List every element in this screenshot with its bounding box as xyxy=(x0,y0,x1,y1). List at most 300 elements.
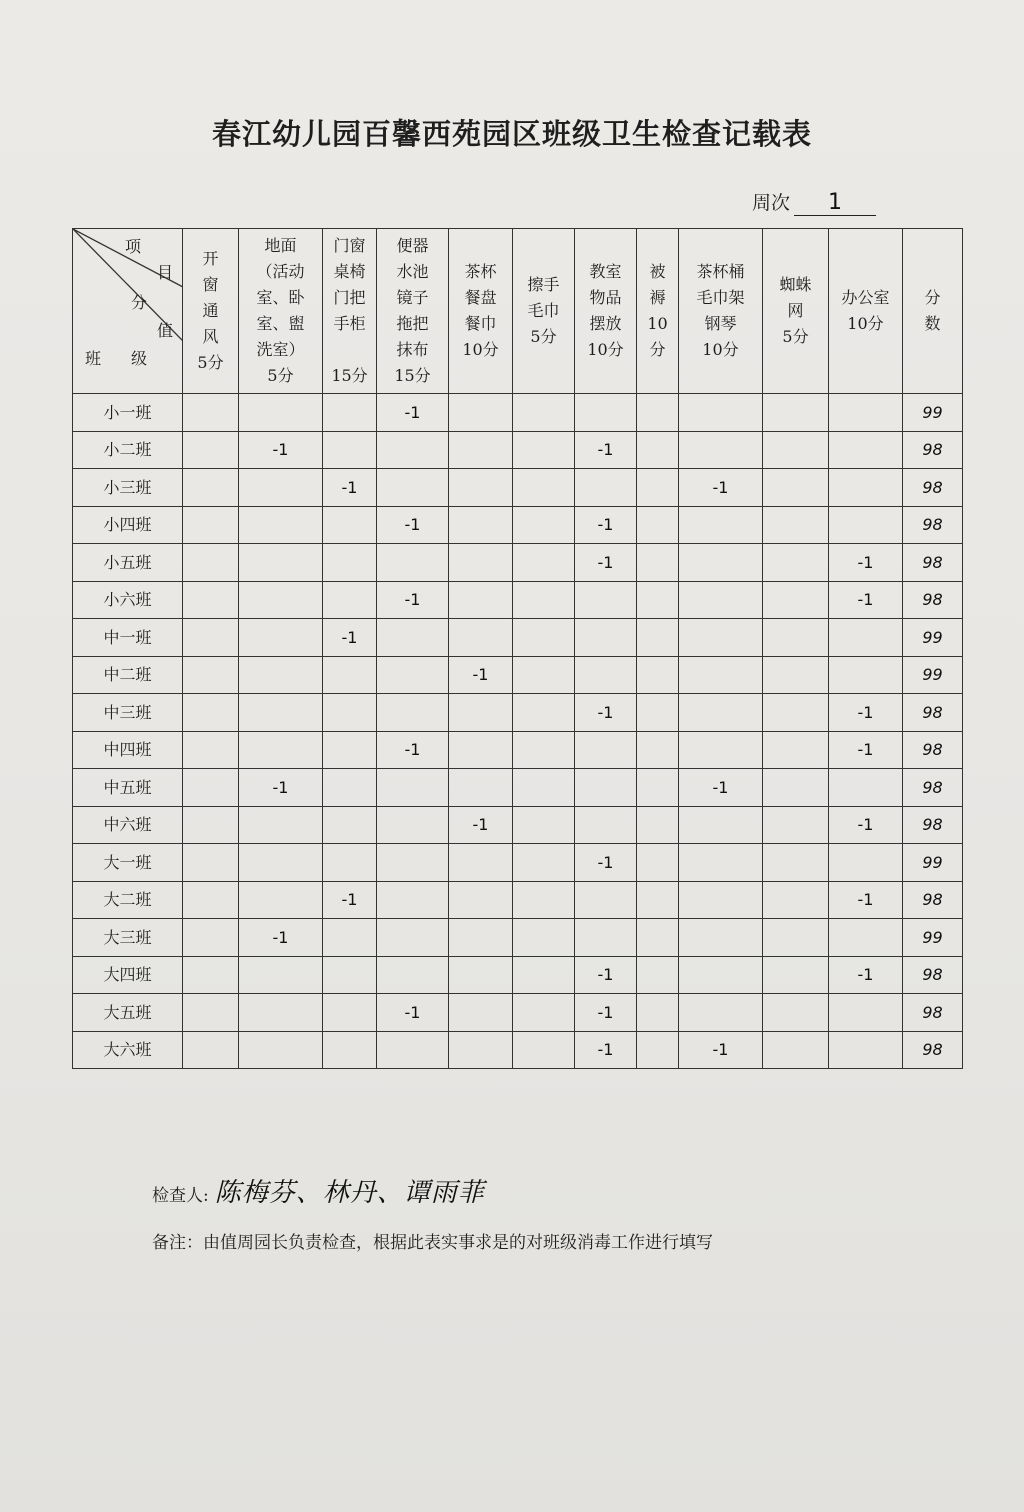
deduction-cell: -1 xyxy=(377,506,449,544)
deduction-cell xyxy=(637,844,679,882)
column-header-line: 拖把 xyxy=(396,314,429,333)
header-corner-cell xyxy=(73,229,183,394)
deduction-cell xyxy=(377,881,449,919)
deduction-cell xyxy=(829,394,903,432)
deduction-cell xyxy=(679,656,763,694)
deduction-cell: -1 xyxy=(377,994,449,1032)
score-cell: 98 xyxy=(903,1031,963,1069)
class-name-cell: 小三班 xyxy=(73,469,183,507)
deduction-cell xyxy=(513,581,575,619)
deduction-cell xyxy=(449,506,513,544)
deduction-cell xyxy=(637,544,679,582)
deduction-cell xyxy=(323,806,377,844)
column-header-line: 10分 xyxy=(702,340,739,359)
deduction-cell xyxy=(323,731,377,769)
column-header-text xyxy=(924,285,940,337)
deduction-cell xyxy=(575,769,637,807)
class-name-cell: 小六班 xyxy=(73,581,183,619)
corner-item-char2: 目 xyxy=(157,263,174,282)
deduction-cell: -1 xyxy=(239,431,323,469)
deduction-cell xyxy=(449,581,513,619)
deduction-cell xyxy=(575,656,637,694)
score-cell: 99 xyxy=(903,844,963,882)
class-name-cell: 中五班 xyxy=(73,769,183,807)
deduction-cell xyxy=(575,394,637,432)
deduction-cell xyxy=(377,469,449,507)
deduction-cell xyxy=(679,581,763,619)
deduction-cell: -1 xyxy=(829,581,903,619)
deduction-cell xyxy=(183,431,239,469)
deduction-cell: -1 xyxy=(575,544,637,582)
deduction-cell xyxy=(183,731,239,769)
score-cell: 98 xyxy=(903,994,963,1032)
deduction-cell xyxy=(239,469,323,507)
deduction-cell xyxy=(637,994,679,1032)
deduction-cell xyxy=(513,506,575,544)
deduction-cell xyxy=(637,469,679,507)
deduction-cell xyxy=(763,881,829,919)
deduction-cell xyxy=(449,431,513,469)
deduction-cell xyxy=(183,694,239,732)
deduction-cell xyxy=(239,506,323,544)
deduction-cell xyxy=(239,956,323,994)
class-name-cell: 中六班 xyxy=(73,806,183,844)
deduction-cell xyxy=(183,394,239,432)
score-cell: 98 xyxy=(903,581,963,619)
column-header-line: 茶杯桶 xyxy=(696,262,745,281)
score-cell: 99 xyxy=(903,656,963,694)
deduction-cell xyxy=(183,994,239,1032)
inspectors-signatures: 陈梅芬、林丹、谭雨菲 xyxy=(214,1178,485,1208)
deduction-cell: -1 xyxy=(323,469,377,507)
column-header-line: 地面 xyxy=(264,236,297,255)
deduction-cell xyxy=(575,919,637,957)
deduction-cell xyxy=(763,581,829,619)
deduction-cell xyxy=(183,581,239,619)
deduction-cell xyxy=(513,656,575,694)
deduction-cell xyxy=(239,394,323,432)
column-header-line: 教室 xyxy=(589,262,622,281)
column-header-line: 水池 xyxy=(396,262,429,281)
column-header-line: 门把 xyxy=(333,288,366,307)
column-header-line: 蜘蛛 xyxy=(779,275,812,294)
column-header-line: 办公室 xyxy=(841,288,890,307)
deduction-cell xyxy=(183,469,239,507)
deduction-cell: -1 xyxy=(829,694,903,732)
corner-class-char2: 级 xyxy=(131,349,148,368)
deduction-cell xyxy=(323,506,377,544)
column-header-line: 褥 xyxy=(649,288,666,307)
deduction-cell xyxy=(183,806,239,844)
deduction-cell xyxy=(637,431,679,469)
score-cell: 99 xyxy=(903,619,963,657)
corner-score-char1: 分 xyxy=(131,293,148,312)
deduction-cell xyxy=(513,844,575,882)
table-row xyxy=(73,656,963,694)
deduction-cell xyxy=(679,394,763,432)
deduction-cell xyxy=(829,506,903,544)
corner-score-char2: 值 xyxy=(157,321,174,340)
score-cell: 98 xyxy=(903,431,963,469)
deduction-cell xyxy=(763,956,829,994)
deduction-cell: -1 xyxy=(575,844,637,882)
deduction-cell xyxy=(513,431,575,469)
score-cell: 98 xyxy=(903,956,963,994)
deduction-cell xyxy=(239,656,323,694)
week-label: 周次 xyxy=(752,192,791,214)
column-header-text xyxy=(462,259,498,363)
deduction-cell xyxy=(763,844,829,882)
table-header-row xyxy=(73,229,963,394)
deduction-cell xyxy=(637,656,679,694)
deduction-cell xyxy=(575,806,637,844)
column-header-line: 5分 xyxy=(267,366,294,385)
score-cell: 98 xyxy=(903,769,963,807)
deduction-cell xyxy=(323,956,377,994)
score-cell: 98 xyxy=(903,694,963,732)
deduction-cell xyxy=(239,731,323,769)
class-name-cell: 中一班 xyxy=(73,619,183,657)
table-row xyxy=(73,769,963,807)
deduction-cell xyxy=(763,994,829,1032)
deduction-cell: -1 xyxy=(829,544,903,582)
column-header-text xyxy=(779,272,811,350)
deduction-cell xyxy=(513,806,575,844)
deduction-cell xyxy=(513,881,575,919)
deduction-cell xyxy=(323,694,377,732)
column-header-line: 15分 xyxy=(394,366,431,385)
column-header-line: 餐盘 xyxy=(464,288,497,307)
class-name-cell: 大三班 xyxy=(73,919,183,957)
column-header-line: 10分 xyxy=(847,314,884,333)
page-title: 春江幼儿园百馨西苑园区班级卫生检查记载表 xyxy=(211,117,812,151)
deduction-cell xyxy=(829,919,903,957)
deduction-cell: -1 xyxy=(575,994,637,1032)
deduction-cell xyxy=(449,1031,513,1069)
deduction-cell xyxy=(377,1031,449,1069)
column-header-2 xyxy=(239,229,323,394)
column-header-line: 抹布 xyxy=(396,340,429,359)
deduction-cell xyxy=(513,1031,575,1069)
corner-class-char1: 班 xyxy=(85,349,102,368)
deduction-cell xyxy=(449,731,513,769)
column-header-line: 桌椅 xyxy=(333,262,366,281)
column-header-line: 5分 xyxy=(782,327,809,346)
table-row xyxy=(73,844,963,882)
deduction-cell xyxy=(763,619,829,657)
column-header-line: 10分 xyxy=(462,340,499,359)
deduction-cell xyxy=(679,844,763,882)
deduction-cell: -1 xyxy=(829,806,903,844)
deduction-cell xyxy=(637,394,679,432)
column-header-line xyxy=(331,337,367,363)
column-header-line: 手柜 xyxy=(333,314,366,333)
deduction-cell xyxy=(679,919,763,957)
deduction-cell xyxy=(679,619,763,657)
class-name-cell: 小四班 xyxy=(73,506,183,544)
deduction-cell: -1 xyxy=(829,956,903,994)
week-field xyxy=(752,188,876,216)
deduction-cell xyxy=(449,769,513,807)
corner-item-char1: 项 xyxy=(125,237,142,256)
deduction-cell xyxy=(323,769,377,807)
deduction-cell: -1 xyxy=(239,769,323,807)
column-header-line: 洗室） xyxy=(256,340,305,359)
deduction-cell xyxy=(679,694,763,732)
deduction-cell xyxy=(323,994,377,1032)
week-value: 1 xyxy=(794,190,876,216)
column-header-line: 10 xyxy=(647,314,668,333)
deduction-cell xyxy=(183,544,239,582)
deduction-cell xyxy=(183,619,239,657)
score-cell: 98 xyxy=(903,731,963,769)
table-row xyxy=(73,731,963,769)
deduction-cell xyxy=(239,694,323,732)
deduction-cell xyxy=(763,394,829,432)
column-header-3 xyxy=(323,229,377,394)
deduction-cell xyxy=(239,544,323,582)
column-header-line: 15分 xyxy=(331,366,368,385)
deduction-cell: -1 xyxy=(449,806,513,844)
deduction-cell xyxy=(829,469,903,507)
deduction-cell xyxy=(575,469,637,507)
deduction-cell xyxy=(513,694,575,732)
deduction-cell xyxy=(239,994,323,1032)
column-header-6 xyxy=(513,229,575,394)
deduction-cell xyxy=(637,806,679,844)
column-header-line: 窗 xyxy=(202,275,219,294)
column-header-line: 毛巾架 xyxy=(696,288,745,307)
deduction-cell xyxy=(637,506,679,544)
table-row xyxy=(73,619,963,657)
column-header-1 xyxy=(183,229,239,394)
deduction-cell: -1 xyxy=(377,581,449,619)
score-cell: 98 xyxy=(903,806,963,844)
table-row xyxy=(73,394,963,432)
deduction-cell xyxy=(513,731,575,769)
deduction-cell xyxy=(513,994,575,1032)
score-cell: 99 xyxy=(903,919,963,957)
column-header-text xyxy=(587,259,623,363)
deduction-cell: -1 xyxy=(829,881,903,919)
column-header-line: 钢琴 xyxy=(704,314,737,333)
deduction-cell xyxy=(763,656,829,694)
deduction-cell xyxy=(183,769,239,807)
deduction-cell xyxy=(377,806,449,844)
column-header-line: 被 xyxy=(649,262,666,281)
deduction-cell xyxy=(637,581,679,619)
deduction-cell xyxy=(449,694,513,732)
inspectors-label: 检查人: xyxy=(152,1186,209,1206)
deduction-cell xyxy=(513,919,575,957)
deduction-cell xyxy=(763,544,829,582)
deduction-cell xyxy=(449,544,513,582)
deduction-cell xyxy=(183,919,239,957)
deduction-cell: -1 xyxy=(377,731,449,769)
deduction-cell xyxy=(637,769,679,807)
deduction-cell xyxy=(679,731,763,769)
column-header-line: 门窗 xyxy=(333,236,366,255)
deduction-cell: -1 xyxy=(323,619,377,657)
deduction-cell xyxy=(829,994,903,1032)
deduction-cell xyxy=(637,694,679,732)
deduction-cell xyxy=(763,731,829,769)
column-header-line: 室、盥 xyxy=(256,314,305,333)
deduction-cell xyxy=(829,431,903,469)
score-cell: 98 xyxy=(903,506,963,544)
deduction-cell xyxy=(377,544,449,582)
deduction-cell xyxy=(637,619,679,657)
column-header-text xyxy=(527,272,559,350)
deduction-cell xyxy=(239,619,323,657)
deduction-cell xyxy=(449,844,513,882)
score-cell: 98 xyxy=(903,469,963,507)
deduction-cell xyxy=(449,469,513,507)
table-row xyxy=(73,694,963,732)
deduction-cell xyxy=(239,881,323,919)
column-header-8 xyxy=(637,229,679,394)
deduction-cell xyxy=(449,394,513,432)
column-header-text xyxy=(394,233,430,389)
class-name-cell: 大一班 xyxy=(73,844,183,882)
column-header-line: 毛巾 xyxy=(527,301,560,320)
deduction-cell xyxy=(377,844,449,882)
deduction-cell xyxy=(183,844,239,882)
deduction-cell: -1 xyxy=(679,1031,763,1069)
class-name-cell: 大六班 xyxy=(73,1031,183,1069)
deduction-cell xyxy=(763,1031,829,1069)
column-header-7 xyxy=(575,229,637,394)
score-cell: 98 xyxy=(903,544,963,582)
column-header-line: 风 xyxy=(202,327,219,346)
deduction-cell xyxy=(829,1031,903,1069)
deduction-cell xyxy=(575,581,637,619)
deduction-cell xyxy=(829,844,903,882)
deduction-cell xyxy=(513,394,575,432)
deduction-cell xyxy=(763,919,829,957)
deduction-cell: -1 xyxy=(829,731,903,769)
deduction-cell xyxy=(513,956,575,994)
column-header-line: 数 xyxy=(924,314,941,333)
column-header-line: 室、卧 xyxy=(256,288,305,307)
deduction-cell xyxy=(183,881,239,919)
table-row xyxy=(73,544,963,582)
deduction-cell xyxy=(377,656,449,694)
deduction-cell xyxy=(323,656,377,694)
deduction-cell xyxy=(449,956,513,994)
column-header-line: 擦手 xyxy=(527,275,560,294)
deduction-cell xyxy=(637,956,679,994)
deduction-cell: -1 xyxy=(575,956,637,994)
deduction-cell xyxy=(323,844,377,882)
table-row xyxy=(73,1031,963,1069)
column-header-line: 分 xyxy=(649,340,666,359)
table-row xyxy=(73,919,963,957)
inspectors-line xyxy=(152,1172,485,1209)
table-row xyxy=(73,956,963,994)
deduction-cell xyxy=(449,919,513,957)
deduction-cell: -1 xyxy=(575,506,637,544)
deduction-cell xyxy=(513,769,575,807)
deduction-cell xyxy=(183,506,239,544)
deduction-cell: -1 xyxy=(449,656,513,694)
column-header-12 xyxy=(903,229,963,394)
column-header-text xyxy=(197,246,223,376)
score-cell: 99 xyxy=(903,394,963,432)
column-header-text xyxy=(647,259,667,363)
deduction-cell xyxy=(575,619,637,657)
deduction-cell xyxy=(513,469,575,507)
deduction-cell xyxy=(323,544,377,582)
class-name-cell: 中四班 xyxy=(73,731,183,769)
deduction-cell xyxy=(377,694,449,732)
column-header-text xyxy=(331,233,367,389)
deduction-cell: -1 xyxy=(575,1031,637,1069)
deduction-cell xyxy=(377,619,449,657)
deduction-cell: -1 xyxy=(323,881,377,919)
column-header-4 xyxy=(377,229,449,394)
deduction-cell xyxy=(763,769,829,807)
deduction-cell: -1 xyxy=(679,469,763,507)
column-header-line: 茶杯 xyxy=(464,262,497,281)
deduction-cell xyxy=(377,769,449,807)
deduction-cell xyxy=(679,881,763,919)
deduction-cell xyxy=(763,506,829,544)
deduction-cell xyxy=(763,469,829,507)
deduction-cell xyxy=(513,544,575,582)
deduction-cell xyxy=(377,431,449,469)
deduction-cell xyxy=(679,431,763,469)
column-header-line: 摆放 xyxy=(589,314,622,333)
column-header-line: 通 xyxy=(202,301,219,320)
deduction-cell xyxy=(763,806,829,844)
deduction-cell xyxy=(513,619,575,657)
class-name-cell: 小五班 xyxy=(73,544,183,582)
deduction-cell xyxy=(323,581,377,619)
deduction-cell xyxy=(449,619,513,657)
class-name-cell: 小一班 xyxy=(73,394,183,432)
deduction-cell xyxy=(637,919,679,957)
table-row xyxy=(73,581,963,619)
deduction-cell xyxy=(183,656,239,694)
deduction-cell xyxy=(679,806,763,844)
deduction-cell xyxy=(829,769,903,807)
column-header-line: 镜子 xyxy=(396,288,429,307)
deduction-cell xyxy=(679,956,763,994)
deduction-cell xyxy=(763,694,829,732)
deduction-cell xyxy=(183,1031,239,1069)
deduction-cell xyxy=(637,881,679,919)
deduction-cell xyxy=(679,544,763,582)
deduction-cell xyxy=(377,956,449,994)
column-header-line: （活动 xyxy=(256,262,305,281)
table-row xyxy=(73,431,963,469)
column-header-text xyxy=(841,285,889,337)
column-header-10 xyxy=(763,229,829,394)
deduction-cell xyxy=(323,919,377,957)
table-row xyxy=(73,506,963,544)
table-row xyxy=(73,881,963,919)
column-header-5 xyxy=(449,229,513,394)
column-header-text xyxy=(696,259,744,363)
score-cell: 98 xyxy=(903,881,963,919)
table-row xyxy=(73,806,963,844)
deduction-cell: -1 xyxy=(575,431,637,469)
column-header-line: 5分 xyxy=(197,353,224,372)
class-name-cell: 中二班 xyxy=(73,656,183,694)
table-row xyxy=(73,994,963,1032)
deduction-cell xyxy=(183,956,239,994)
